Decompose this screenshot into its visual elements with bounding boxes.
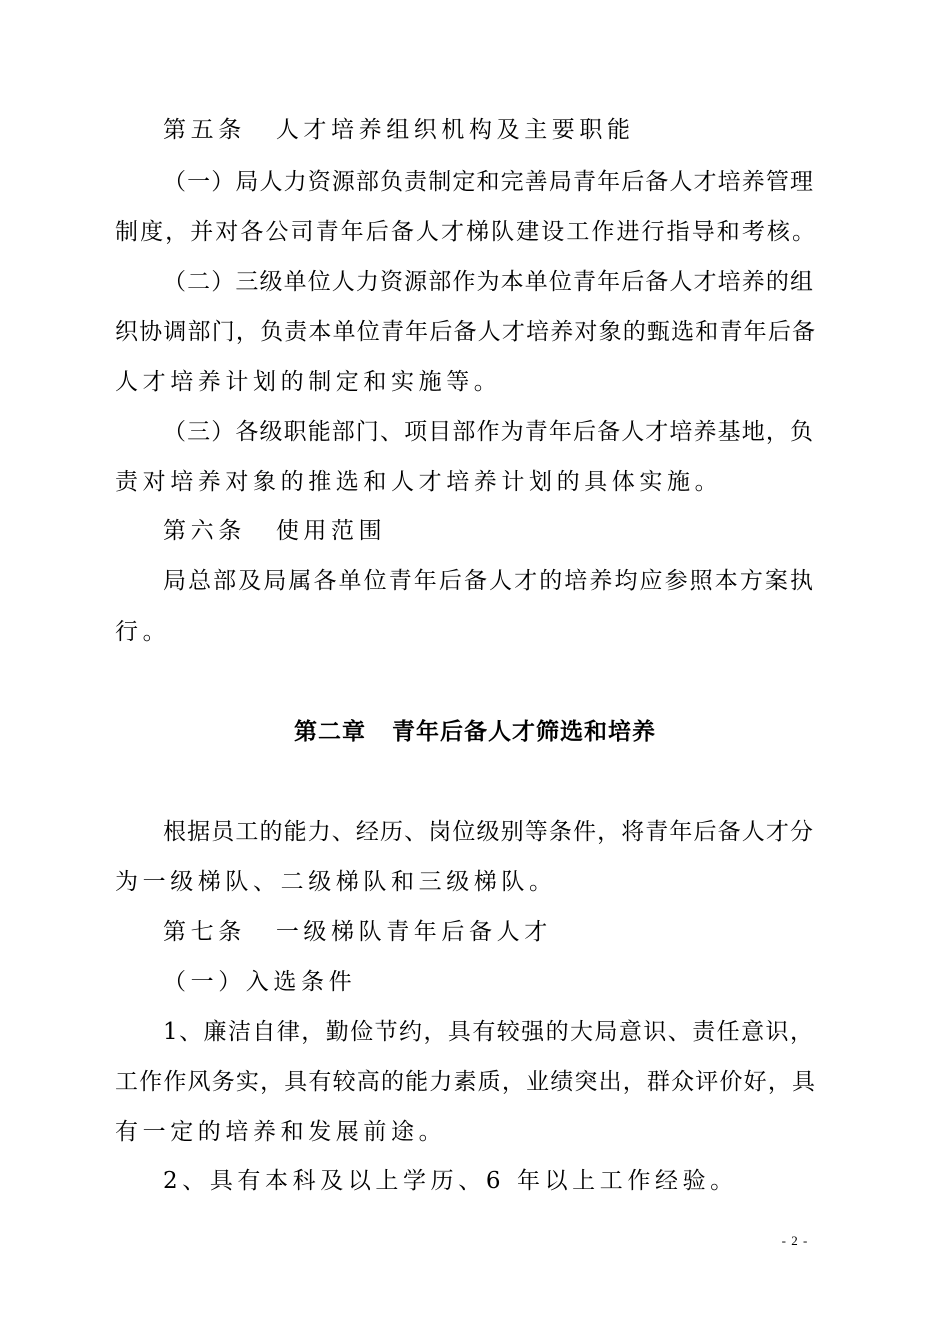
article-5-item-1-line-2: 制度，并对各公司青年后备人才梯队建设工作进行指导和考核。 xyxy=(115,219,815,245)
article-5-number: 第五条 xyxy=(163,117,246,143)
article-5-heading xyxy=(163,115,813,145)
article-7-number: 第七条 xyxy=(163,919,246,945)
chapter-2-title: 青年后备人才筛选和培养 xyxy=(392,719,656,745)
article-7-condition-1-line-3: 有一定的培养和发展前途。 xyxy=(115,1119,447,1145)
chapter-2-intro-line-2: 为一级梯队、二级梯队和三级梯队。 xyxy=(115,869,557,895)
article-7-title: 一级梯队青年后备人才 xyxy=(275,919,552,945)
article-6-body-line-1: 局总部及局属各单位青年后备人才的培养均应参照本方案执 xyxy=(163,568,813,594)
article-5-item-2-line-1: （二）三级单位人力资源部作为本单位青年后备人才培养的组 xyxy=(163,269,813,295)
article-7-sub-1: （一）入选条件 xyxy=(163,969,357,995)
chapter-2-number: 第二章 xyxy=(294,719,366,745)
page-number: - 2 - xyxy=(781,1233,809,1248)
article-6-title: 使用范围 xyxy=(275,518,387,544)
article-6-heading xyxy=(163,516,813,546)
article-5-item-2-line-3: 人才培养计划的制定和实施等。 xyxy=(115,369,502,395)
article-5-item-2-line-2: 织协调部门，负责本单位青年后备人才培养对象的甄选和青年后备 xyxy=(115,319,815,345)
chapter-2-intro-line-1: 根据员工的能力、经历、岗位级别等条件，将青年后备人才分 xyxy=(163,819,813,845)
article-5-title: 人才培养组织机构及主要职能 xyxy=(275,117,635,143)
article-6-number: 第六条 xyxy=(163,518,246,544)
article-5-item-3-line-2: 责对培养对象的推选和人才培养计划的具体实施。 xyxy=(115,469,723,495)
chapter-2-heading xyxy=(0,717,950,747)
article-7-condition-1-line-2: 工作作风务实，具有较高的能力素质，业绩突出，群众评价好，具 xyxy=(115,1069,815,1095)
article-7-heading xyxy=(163,917,813,947)
article-7-condition-1-line-1: 1、廉洁自律，勤俭节约，具有较强的大局意识、责任意识， xyxy=(163,1019,813,1045)
article-5-item-1-line-1: （一）局人力资源部负责制定和完善局青年后备人才培养管理 xyxy=(163,169,813,195)
article-7-condition-2-line-1: 2、具有本科及以上学历、6 年以上工作经验。 xyxy=(163,1168,738,1194)
article-6-body-line-2: 行。 xyxy=(115,619,171,645)
article-5-item-3-line-1: （三）各级职能部门、项目部作为青年后备人才培养基地，负 xyxy=(163,419,813,445)
